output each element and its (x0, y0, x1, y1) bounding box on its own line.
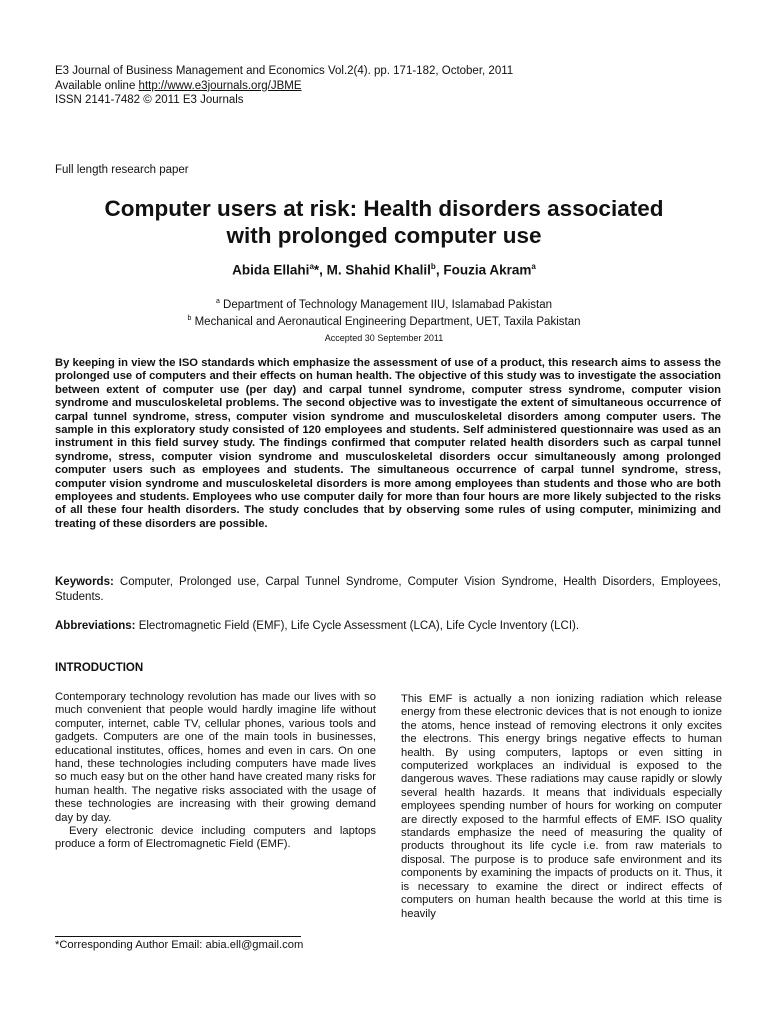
body-column-right (401, 693, 722, 921)
journal-url-link[interactable]: http://www.e3journals.org/JBME (138, 79, 302, 92)
title-line-2: with prolonged computer use (226, 223, 542, 248)
body-paragraph: Every electronic device including computers and laptops produce a form of Electromagnetic Field (EMF). (55, 825, 376, 851)
author-list (40, 262, 728, 278)
abbreviations-text: Electromagnetic Field (EMF), Life Cycle Assessment (LCA), Life Cycle Inventory (LCI). (135, 620, 580, 632)
author-name: M. Shahid Khalil (326, 262, 431, 278)
footnote-rule (55, 936, 301, 937)
author-separator: , (435, 262, 444, 278)
availability-prefix: Available online (55, 79, 139, 92)
body-paragraph: Contemporary technology revolution has made our lives with so much convenient that people would hardly imagine life without computer, internet, cable TV, cellular phones, various tools and gadgets. Computers are one of the main tools in businesses, educational institutes, offices, homes and even in cars. On one hand, these technologies including computers have made lives so much easy but on the other hand have created many risks for human health. The negative risks associated with the usage of these technologies are increasing with their growing demand day by day. (55, 691, 376, 824)
affiliation-line (40, 295, 728, 312)
affiliation-mark: a (215, 298, 220, 305)
author-name: Fouzia Akram (443, 262, 532, 278)
abbreviations (55, 620, 721, 632)
abstract: By keeping in view the ISO standards which emphasize the assessment of use of a product, this research aims to assess the prolonged use of computers and their effects on human health. The objective of this study was to investigate the association between extent of computer use (per day) and carpal tunnel syndrome, computer stress syndrome, computer vision syndrome and musculoskeletal problems. The second objective was to investigate the extent of simultaneous occurrence of carpal tunnel syndrome, stress, computer vision syndrome and musculoskeletal disorders among computer users. The sample in this exploratory study consisted of 120 employees and students. Self administered questionnaire was used as an instrument in this field survey study. The findings confirmed that computer related health disorders such as carpal tunnel syndrome, stress, computer vision syndrome and musculoskeletal disorders occur simultaneously among prolonged computer users such as employees and students. The simultaneous occurrence of carpal tunnel syndrome, stress, computer vision syndrome and musculoskeletal disorders is more among employees than students and those who are both employees and students. Employees who use computer daily for more than four hours are more likely subjected to the risks of all these four health disorders. The study concludes that by observing some rules of using computer, minimizing and treating of these disorders are possible. (55, 357, 721, 530)
affiliation-line (40, 312, 728, 329)
body-column-left (55, 691, 376, 852)
affiliation-text: Mechanical and Aeronautical Engineering Department, UET, Taxila Pakistan (191, 315, 581, 328)
journal-header (55, 64, 513, 108)
body-paragraph: This EMF is actually a non ionizing radiation which release energy from these electronic devices that is not enough to ionize the atoms, hence instead of removing electrons it only excites the electrons. This energy brings negative effects to human health. By using computers, laptops or even sitting in computerized workplaces an individual is exposed to the dangerous waves. These radiations may cause rapidly or slowly several health hazards. It means that individuals especially employees spending number of hours for working on computer are directly exposed to the harmful effects of EMF. ISO quality standards emphasize the need of measuring the quality of products throughout its life cycle i.e. from raw materials to disposal. The purpose is to produce safe environment and its components by examining the impacts of products on it. Thus, it is necessary to examine the direct or indirect effects of computers on human health because the world at this time is heavily (401, 693, 722, 920)
title-line-1: Computer users at risk: Health disorders associated (104, 196, 664, 221)
author-name: Abida Ellahi (232, 262, 310, 278)
journal-citation: E3 Journal of Business Management and Economics Vol.2(4). pp. 171-182, October, 2011 (55, 65, 514, 77)
abbreviations-label: Abbreviations: (55, 620, 136, 632)
author-affil-mark: a (531, 262, 536, 271)
keywords-label: Keywords: (55, 576, 114, 588)
accepted-date: Accepted 30 September 2011 (324, 333, 444, 343)
paper-type: Full length research paper (55, 164, 189, 176)
affiliation-text: Department of Technology Management IIU, Islamabad Pakistan (219, 298, 553, 311)
keywords-text: Computer, Prolonged use, Carpal Tunnel Syndrome, Computer Vision Syndrome, Health Disorders, Employees, Students. (55, 576, 721, 603)
affiliations (40, 295, 728, 329)
availability-line (55, 79, 513, 94)
paper-title (40, 195, 728, 249)
author-affil-mark: a (309, 262, 314, 271)
keywords (55, 575, 721, 605)
affiliation-mark: b (187, 314, 192, 322)
section-heading-introduction: INTRODUCTION (55, 662, 144, 674)
author-affil-mark: b (430, 262, 436, 271)
issn-line: ISSN 2141-7482 © 2011 E3 Journals (55, 94, 244, 106)
footnote-corresponding-author: *Corresponding Author Email: abia.ell@gmail.com (55, 939, 304, 951)
author-separator: *, (313, 262, 327, 278)
